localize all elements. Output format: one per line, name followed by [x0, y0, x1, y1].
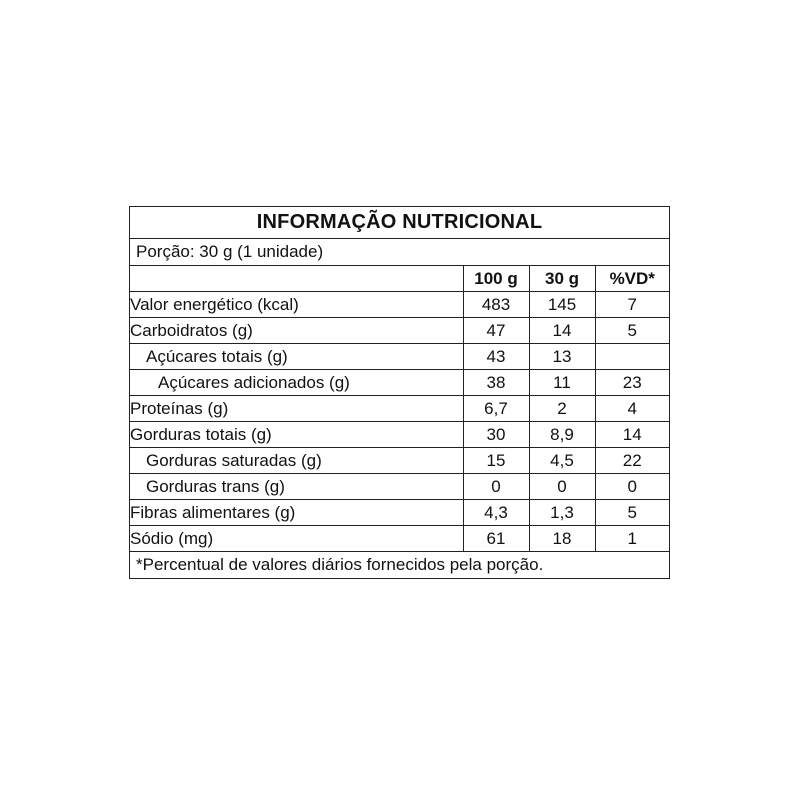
- table-row: [130, 370, 669, 396]
- value-per-100g: 15: [463, 448, 529, 474]
- value-per-100g: 38: [463, 370, 529, 396]
- column-header-daily-value: %VD*: [595, 266, 669, 292]
- nutrient-name: Açúcares totais (g): [130, 344, 463, 370]
- table-row: [130, 292, 669, 318]
- nutrient-name: Gorduras saturadas (g): [130, 448, 463, 474]
- value-daily-percent: 23: [595, 370, 669, 396]
- nutrient-name: Fibras alimentares (g): [130, 500, 463, 526]
- value-per-100g: 483: [463, 292, 529, 318]
- value-per-portion: 13: [529, 344, 595, 370]
- table-row: [130, 448, 669, 474]
- nutrition-title: INFORMAÇÃO NUTRICIONAL: [130, 207, 669, 239]
- value-per-100g: 4,3: [463, 500, 529, 526]
- table-row: [130, 396, 669, 422]
- footnote: *Percentual de valores diários fornecidos pela porção.: [130, 551, 669, 578]
- value-per-portion: 14: [529, 318, 595, 344]
- nutrient-name: Gorduras totais (g): [130, 422, 463, 448]
- table-row: [130, 318, 669, 344]
- table-row: [130, 422, 669, 448]
- value-per-portion: 2: [529, 396, 595, 422]
- value-per-portion: 11: [529, 370, 595, 396]
- value-daily-percent: 1: [595, 526, 669, 552]
- nutrient-name: Gorduras trans (g): [130, 474, 463, 500]
- value-per-100g: 30: [463, 422, 529, 448]
- nutrient-name: Sódio (mg): [130, 526, 463, 552]
- nutrition-facts-table: [129, 206, 670, 579]
- column-header-row: [130, 266, 669, 292]
- column-header-per-portion: 30 g: [529, 266, 595, 292]
- value-per-portion: 8,9: [529, 422, 595, 448]
- table-row: [130, 344, 669, 370]
- value-daily-percent: 5: [595, 500, 669, 526]
- value-per-portion: 4,5: [529, 448, 595, 474]
- value-daily-percent: 5: [595, 318, 669, 344]
- value-per-portion: 18: [529, 526, 595, 552]
- value-daily-percent: 4: [595, 396, 669, 422]
- table-row: [130, 526, 669, 552]
- value-daily-percent: [595, 344, 669, 370]
- column-header-per-100g: 100 g: [463, 266, 529, 292]
- value-daily-percent: 0: [595, 474, 669, 500]
- value-per-portion: 145: [529, 292, 595, 318]
- value-per-portion: 1,3: [529, 500, 595, 526]
- nutrient-grid: [130, 266, 669, 551]
- nutrient-name: Proteínas (g): [130, 396, 463, 422]
- value-per-100g: 61: [463, 526, 529, 552]
- table-row: [130, 500, 669, 526]
- nutrient-name: Valor energético (kcal): [130, 292, 463, 318]
- column-header-nutrient: [130, 266, 463, 292]
- value-daily-percent: 7: [595, 292, 669, 318]
- value-per-100g: 0: [463, 474, 529, 500]
- table-row: [130, 474, 669, 500]
- value-daily-percent: 14: [595, 422, 669, 448]
- portion-size: Porção: 30 g (1 unidade): [130, 239, 669, 266]
- value-per-portion: 0: [529, 474, 595, 500]
- nutrient-name: Açúcares adicionados (g): [130, 370, 463, 396]
- value-daily-percent: 22: [595, 448, 669, 474]
- value-per-100g: 43: [463, 344, 529, 370]
- nutrient-name: Carboidratos (g): [130, 318, 463, 344]
- value-per-100g: 47: [463, 318, 529, 344]
- value-per-100g: 6,7: [463, 396, 529, 422]
